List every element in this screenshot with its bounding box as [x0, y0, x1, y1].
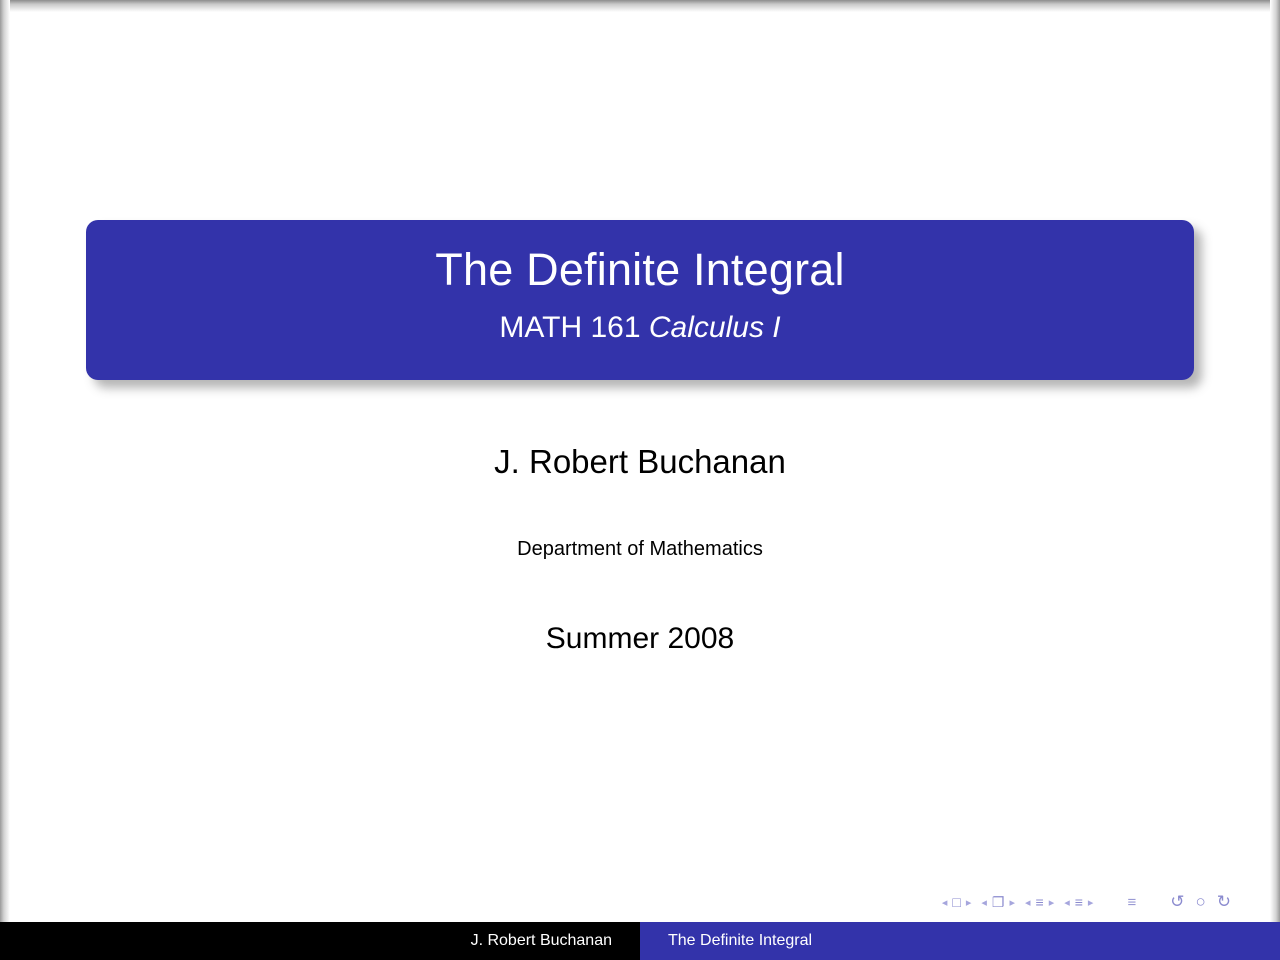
slide-subtitle-coursename: Calculus I	[648, 311, 781, 344]
slide-title: The Definite Integral	[435, 244, 845, 295]
nav-section-icon[interactable]: ≡	[1074, 894, 1083, 910]
slide-subtitle-course: MATH 161	[499, 311, 649, 344]
nav-frame-group[interactable]	[981, 894, 1015, 911]
nav-section-forward-arrow-icon[interactable]: ▸	[1087, 896, 1094, 909]
nav-slide-group[interactable]	[942, 894, 972, 910]
nav-frame-forward-arrow-icon[interactable]: ▸	[1009, 896, 1015, 909]
nav-subsection-group[interactable]	[1025, 894, 1054, 910]
navigation-symbols[interactable]	[942, 892, 1232, 912]
nav-subsection-icon[interactable]: ≡	[1035, 894, 1044, 910]
footline-title: The Definite Integral	[640, 922, 1280, 960]
presentation-date: Summer 2008	[545, 622, 735, 655]
nav-frame-icon[interactable]: ❐	[991, 893, 1005, 910]
nav-section-back-arrow-icon[interactable]: ◂	[1064, 896, 1070, 909]
slide-top-edge-shadow	[0, 0, 1280, 12]
slide-subtitle	[86, 306, 1194, 350]
footline-author: J. Robert Buchanan	[0, 922, 640, 960]
nav-zoom-out-icon[interactable]: ↺	[1170, 892, 1186, 911]
title-block	[86, 220, 1194, 380]
institute-name: Department of Mathematics	[517, 538, 763, 560]
nav-subsection-back-arrow-icon[interactable]: ◂	[1024, 896, 1031, 909]
nav-magnifier-icon[interactable]: ○	[1195, 892, 1207, 911]
nav-forward-arrow-icon[interactable]: ▸	[965, 896, 972, 909]
footline	[0, 922, 1280, 960]
nav-subsection-forward-arrow-icon[interactable]: ▸	[1048, 896, 1055, 909]
author-name: J. Robert Buchanan	[494, 443, 786, 480]
nav-slide-icon[interactable]: □	[952, 894, 961, 910]
nav-document-icon[interactable]: ≡	[1127, 893, 1137, 911]
nav-frame-back-arrow-icon[interactable]: ◂	[981, 896, 987, 909]
nav-zoom-in-icon[interactable]: ↻	[1216, 892, 1232, 911]
nav-back-arrow-icon[interactable]: ◂	[941, 896, 948, 909]
nav-section-group[interactable]	[1064, 894, 1093, 910]
